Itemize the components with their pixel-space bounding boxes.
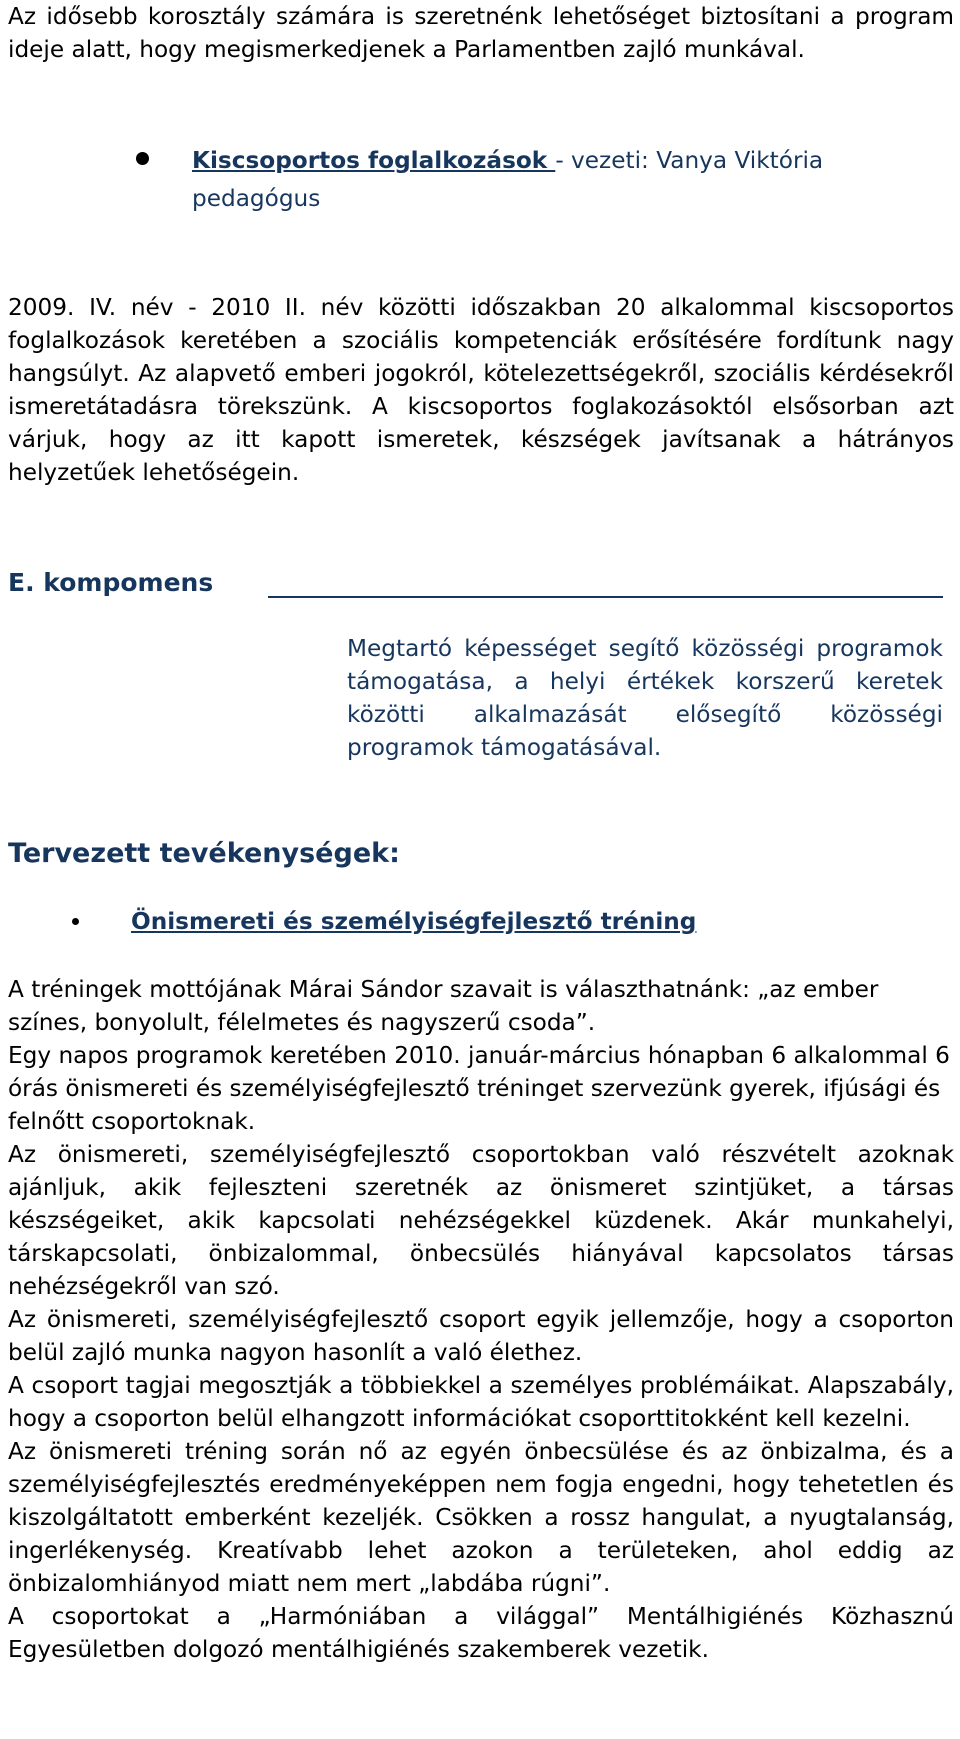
body-paragraph-5: A csoport tagjai megosztják a többiekkel a személyes problémáikat. Alapszabály, hogy a csoporton belül elhangzott információkat csoporttitokként kell kezelni. xyxy=(8,1372,954,1432)
training-title-link[interactable]: Önismereti és személyiségfejlesztő tréning xyxy=(131,908,697,935)
body-paragraph-4: Az önismereti, személyiségfejlesztő csoport egyik jellemzője, hogy a csoporton belül zajló munka nagyon hasonlít a való élethez. xyxy=(8,1306,954,1366)
bullet-item-kiscsoportos xyxy=(192,144,823,178)
leader-text: - vezeti: Vanya Viktória xyxy=(555,147,824,174)
body-paragraph-6: Az önismereti tréning során nő az egyén önbecsülése és az önbizalma, és a személyiségfejlesztés eredményeképpen nem fogja engedni, hogy tehetetlen és kiszolgáltatott emberként kezeljék. Csökken a rossz hangulat, a nyugtalanság, ingerlékenység. Kreatívabb lehet azokon a területeken, ahol eddig az önbizalomhiányod miatt nem mert „labdába rúgni”. xyxy=(8,1438,954,1597)
heading-underline xyxy=(268,596,943,598)
section-intro-paragraph: 2009. IV. név - 2010 II. név közötti időszakban 20 alkalommal kiscsoportos foglalkozások keretében a szociális kompetenciák erősítésére fordítunk nagy hangsúlyt. Az alapvető emberi jogokról, kötelezettségekről, szociális kérdésekről ismeretátadásra törekszünk. A kiscsoportos foglakozásoktól elsősorban azt várjuk, hogy az itt kapott ismeretek, készségek javítsanak a hátrányos helyzetűek lehetőségein. xyxy=(8,294,954,486)
planned-activities-heading: Tervezett tevékenységek: xyxy=(8,838,400,869)
body-paragraph-2: Egy napos programok keretében 2010. január-március hónapban 6 alkalommal 6 órás önismereti és személyiségfejlesztő tréninget szervezünk gyerek, ifjúsági és felnőtt csoportoknak. xyxy=(8,1042,950,1135)
body-paragraph-3: Az önismereti, személyiségfejlesztő csoportokban való részvételt azoknak ajánljuk, akik fejleszteni szeretnék az önismeret szintjüket, a társas készségeiket, akik kapcsolati nehézségekkel küzdenek. Akár munkahelyi, társkapcsolati, önbizalommal, önbecsülés hiányával kapcsolatos társas nehézségekről van szó. xyxy=(8,1141,954,1300)
bullet-dot xyxy=(136,152,149,165)
body-paragraph-1: A tréningek mottójának Márai Sándor szavait is választhatnánk: „az ember színes, bonyolult, félelmetes és nagyszerű csoda”. xyxy=(8,976,879,1036)
component-description xyxy=(347,632,943,764)
section-intro xyxy=(8,291,954,489)
body-text xyxy=(8,973,954,1666)
component-description-text: Megtartó képességet segítő közösségi programok támogatása, a helyi értékek korszerű keretek közötti alkalmazását elősegítő közösségi programok támogatásával. xyxy=(347,635,943,761)
kiscsoportos-link[interactable]: Kiscsoportos foglalkozások xyxy=(192,147,556,174)
body-paragraph-7: A csoportokat a „Harmóniában a világgal” Mentálhigiénés Közhasznú Egyesületben dolgozó mentálhigiénés szakemberek vezetik. xyxy=(8,1603,954,1663)
intro-paragraph: Az idősebb korosztály számára is szeretnénk lehetőséget biztosítani a program ideje alatt, hogy megismerkedjenek a Parlamentben zajló munkával. xyxy=(8,3,954,63)
leader-text-continued: pedagógus xyxy=(192,185,321,212)
intro-section xyxy=(8,0,954,66)
component-heading: E. kompomens xyxy=(8,568,214,597)
sub-bullet-dot xyxy=(72,918,79,925)
